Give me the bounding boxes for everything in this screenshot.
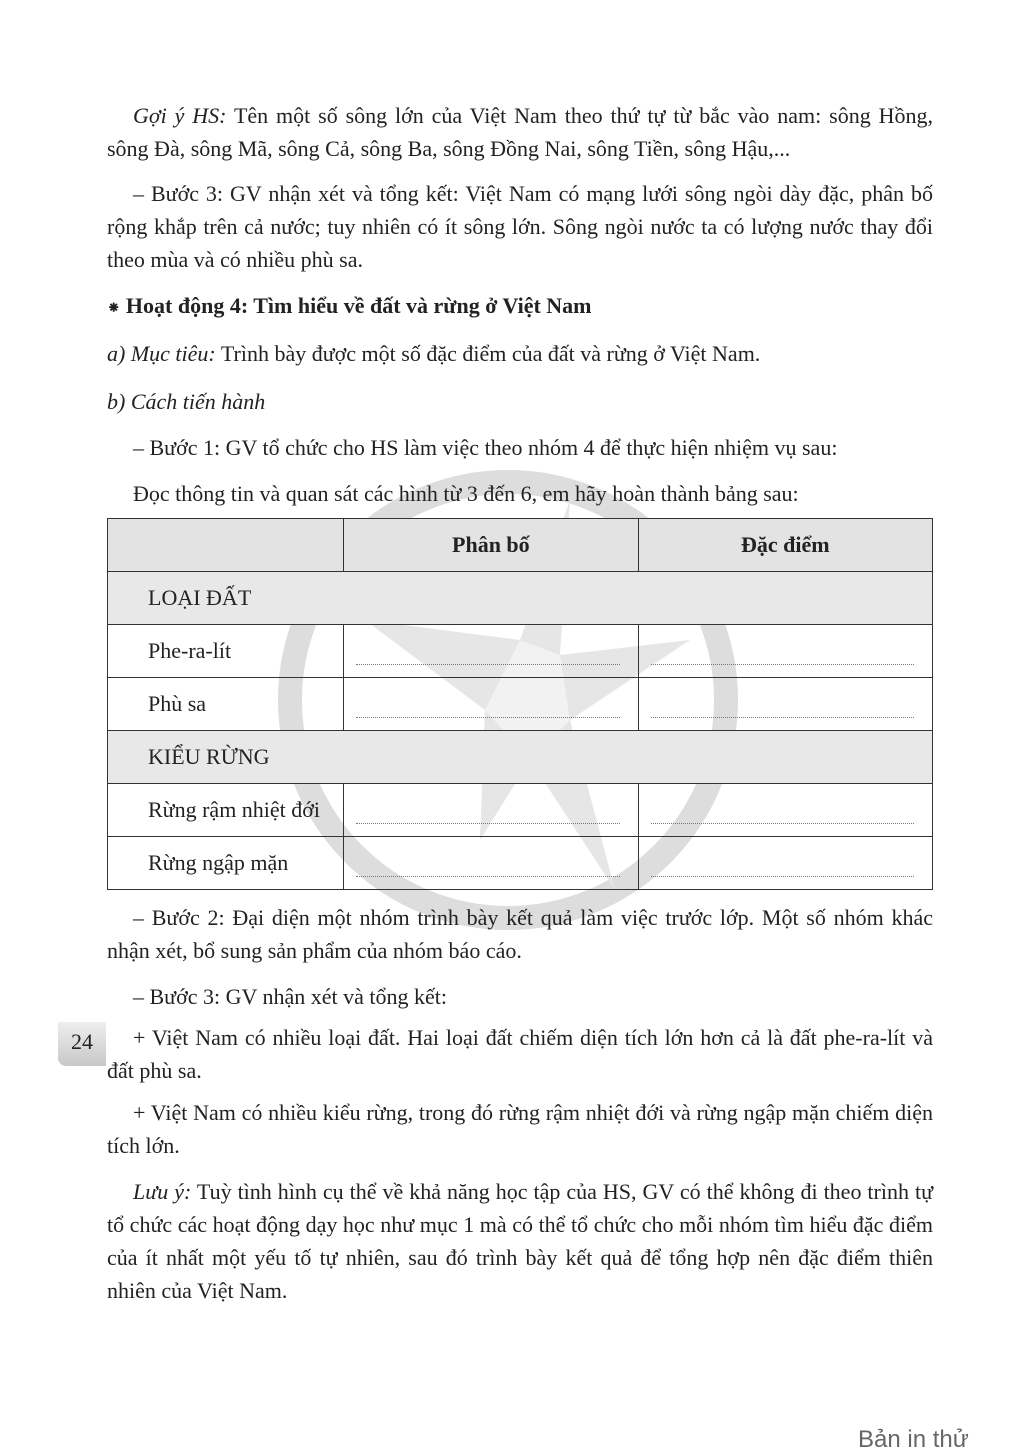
category-forest: KIỂU RỪNG [108, 731, 933, 784]
header-empty [108, 519, 344, 572]
conclusion-forest: + Việt Nam có nhiều kiểu rừng, trong đó rừng rậm nhiệt đới và rừng ngập mặn chiếm diện tích lớn. [107, 1100, 933, 1158]
goal-label: a) Mục tiêu: [107, 341, 216, 366]
answer-cell[interactable] [638, 678, 932, 731]
table-category-row [108, 731, 933, 784]
answer-cell[interactable] [344, 784, 638, 837]
note-paragraph [107, 1175, 933, 1307]
step2: – Bước 2: Đại diện một nhóm trình bày kết quả làm việc trước lớp. Một số nhóm khác nhận xét, bổ sung sản phẩm của nhóm báo cáo. [107, 905, 933, 963]
answer-cell[interactable] [638, 784, 932, 837]
goal-text: Trình bày được một số đặc điểm của đất và rừng ở Việt Nam. [215, 341, 761, 366]
table-row [108, 625, 933, 678]
worksheet-table [107, 518, 933, 890]
table-header [108, 519, 933, 572]
bullet-icon: ⁕ [107, 300, 121, 317]
hint-text: Tên một số sông lớn của Việt Nam theo thứ tự từ bắc vào nam: sông Hồng, sông Đà, sông Mã, sông Cả, sông Ba, sông Đồng Nai, sông Tiền, sông Hậu,... [107, 103, 933, 161]
hint-label: Gợi ý HS: [133, 103, 227, 128]
category-soil: LOẠI ĐẤT [108, 572, 933, 625]
method-label [107, 385, 933, 418]
row-label: Phe-ra-lít [108, 625, 344, 678]
page-number: 24 [58, 1022, 106, 1066]
row-label: Rừng ngập mặn [108, 837, 344, 890]
answer-cell[interactable] [344, 625, 638, 678]
answer-cell[interactable] [344, 678, 638, 731]
answer-cell[interactable] [344, 837, 638, 890]
activity-heading [107, 289, 933, 325]
note-label: Lưu ý: [133, 1179, 192, 1204]
table-row [108, 678, 933, 731]
answer-cell[interactable] [638, 837, 932, 890]
step1: – Bước 1: GV tổ chức cho HS làm việc theo nhóm 4 để thực hiện nhiệm vụ sau: [133, 435, 838, 460]
row-label: Phù sa [108, 678, 344, 731]
activity-title: Hoạt động 4: Tìm hiểu về đất và rừng ở Việt Nam [125, 293, 592, 318]
hint-paragraph [107, 99, 933, 165]
note-text: Tuỳ tình hình cụ thể về khả năng học tập của HS, GV có thể không đi theo trình tự tổ chức các hoạt động dạy học như mục 1 mà có thể tổ chức cho mỗi nhóm tìm hiểu đặc điểm của ít nhất một yếu tố tự nhiên, sau đó trình bày kết quả để tổng hợp nên đặc điểm thiên nhiên của Việt Nam. [107, 1179, 934, 1303]
answer-cell[interactable] [638, 625, 932, 678]
row-label: Rừng rậm nhiệt đới [108, 784, 344, 837]
method-label-text: b) Cách tiến hành [107, 389, 266, 414]
header-distribution: Phân bố [344, 519, 638, 572]
table-category-row [108, 572, 933, 625]
task: Đọc thông tin và quan sát các hình từ 3 đến 6, em hãy hoàn thành bảng sau: [133, 481, 799, 506]
trial-print-label: Bản in thử [858, 1426, 969, 1453]
step3-rivers: – Bước 3: GV nhận xét và tổng kết: Việt Nam có mạng lưới sông ngòi dày đặc, phân bố rộng khắp trên cả nước; tuy nhiên có ít sông lớn. Sông ngòi nước ta có lượng nước thay đổi theo mùa và có nhiều phù sa. [107, 181, 933, 272]
conclusion-soil: + Việt Nam có nhiều loại đất. Hai loại đất chiếm diện tích lớn hơn cả là đất phe-ra-lít và đất phù sa. [107, 1025, 933, 1083]
goal-paragraph [107, 337, 933, 370]
header-characteristics: Đặc điểm [638, 519, 932, 572]
table-row [108, 837, 933, 890]
step3: – Bước 3: GV nhận xét và tổng kết: [133, 984, 447, 1009]
table-row [108, 784, 933, 837]
